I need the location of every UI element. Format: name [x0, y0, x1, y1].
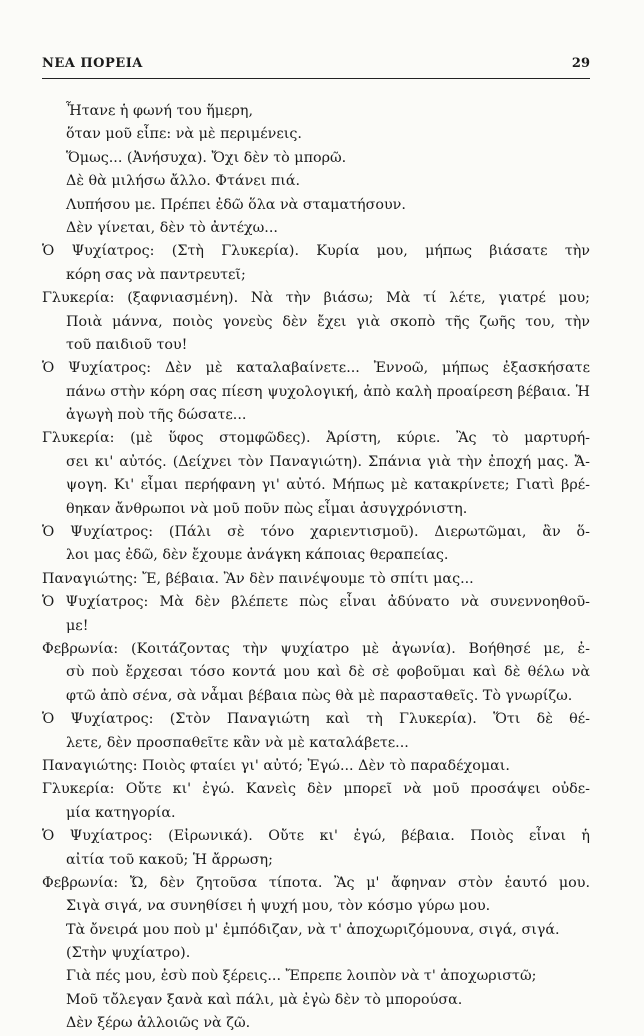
text-line: Μοῦ τὄλεγαν ξανὰ καὶ πάλι, μὰ ἐγὼ δὲν τὸ μπορούσα.	[66, 991, 463, 1008]
text-line: μία κατηγορία.	[66, 804, 176, 821]
speaker-line: Γλυκερία: Οὔτε κι' ἐγώ. Κανεὶς δὲν μπορεῖ νὰ μοῦ προσάψει οὐδε-	[42, 781, 590, 798]
speaker-line: Ὁ Ψυχίατρος: Δὲν μὲ καταλαβαίνετε... Ἐννοῶ, μήπως ἐξασκήσατε	[42, 360, 590, 377]
speaker-line: Ὁ Ψυχίατρος: (Στὴ Γλυκερία). Κυρία μου, μήπως βιάσατε τὴν	[42, 243, 590, 260]
text-line: ψογη. Κι' εἶμαι περήφανη γι' αὐτό. Μήπως μὲ κατακρίνετε; Γιατὶ βρέ-	[66, 477, 590, 494]
text-line: λετε, δὲν προσπαθεῖτε κἂν νὰ μὲ καταλάβετε...	[66, 734, 409, 751]
speaker-line: Φεβρωνία: Ὤ, δὲν ζητοῦσα τίποτα. Ἂς μ' ἄφηναν στὸν ἑαυτό μου.	[42, 874, 590, 891]
text-line: κόρη σας νὰ παντρευτεῖ;	[66, 266, 246, 283]
text-line: σὺ ποὺ ἔρχεσαι τόσο κοντά μου καὶ δὲ σὲ φοβοῦμαι καὶ δὲ θέλω νὰ	[66, 664, 590, 681]
page-number: 29	[571, 56, 590, 71]
text-line: ἀγωγὴ ποὺ τῆς δώσατε...	[66, 407, 247, 424]
speaker-line: Ὁ Ψυχίατρος: (Στὸν Παναγιώτη καὶ τὴ Γλυκερία). Ὅτι δὲ θέ-	[42, 711, 590, 728]
text-line: Δὲν ξέρω ἀλλοιῶς νὰ ζῶ.	[66, 1015, 251, 1032]
text-line: θηκαν ἄνθρωποι νὰ μοῦ ποῦν πὼς εἶμαι ἀσυγχρόνιστη.	[66, 500, 468, 517]
text-line: ὅταν μοῦ εἶπε: νὰ μὲ περιμένεις.	[66, 126, 302, 143]
speaker-line: Παναγιώτης: Ποιὸς φταίει γι' αὐτό; Ἐγώ... Δὲν τὸ παραδέχομαι.	[42, 757, 510, 774]
speaker-line: Παναγιώτης: Ἔ, βέβαια. Ἂν δὲν παινέψουμε τὸ σπίτι μας...	[42, 570, 474, 587]
speaker-line: Φεβρωνία: (Κοιτάζοντας τὴν ψυχίατρο μὲ ἀγωνία). Βοήθησέ με, ἐ-	[42, 640, 590, 657]
text-line: Δὲν γίνεται, δὲν τὸ ἀντέχω...	[66, 219, 278, 236]
text-line: με!	[66, 617, 89, 634]
page-body	[42, 100, 590, 1036]
text-line: Ἦτανε ἡ φωνή του ἥμερη,	[66, 103, 254, 119]
text-line: Ὅμως... (Ἀνήσυχα). Ὄχι δὲν τὸ μπορῶ.	[66, 149, 347, 166]
text-line: λοι μας ἐδῶ, δὲν ἔχουμε ἀνάγκη κάποιας θεραπείας.	[66, 547, 449, 564]
text-line: σει κι' αὐτός. (Δείχνει τὸν Παναγιώτη). Σπάνια γιὰ τὴν ἐποχή μας. Ἄ-	[66, 453, 590, 470]
text-line: Τὰ ὄνειρά μου ποὺ μ' ἐμπόδιζαν, νὰ τ' ἀποχωριζόμουνα, σιγά, σιγά.	[66, 921, 560, 938]
text-line: Γιὰ πές μου, ἐσὺ ποὺ ξέρεις... Ἔπρεπε λοιπὸν νὰ τ' ἀποχωριστῶ;	[66, 968, 537, 985]
text-line: αἰτία τοῦ κακοῦ; Ἡ ἄρρωση;	[66, 851, 273, 868]
text-line: Δὲ θὰ μιλήσω ἄλλο. Φτάνει πιά.	[66, 173, 301, 190]
speaker-line: Γλυκερία: (μὲ ὕφος στομφῶδες). Ἀρίστη, κύριε. Ἂς τὸ μαρτυρή-	[42, 430, 590, 447]
text-line: Σιγὰ σιγά, να συνηθίσει ἡ ψυχή μου, τὸν κόσμο γύρω μου.	[66, 898, 491, 915]
text-line: πάνω στὴν κόρη σας πίεση ψυχολογική, ἀπὸ καλὴ προαίρεση βέβαια. Ἡ	[66, 383, 590, 400]
text-line: Λυπήσου με. Πρέπει ἐδῶ ὅλα νὰ σταματήσουν.	[66, 196, 406, 213]
speaker-line: Ὁ Ψυχίατρος: Μὰ δὲν βλέπετε πὼς εἶναι ἀδύνατο νὰ συνεννοηθοῦ-	[42, 594, 590, 611]
text-line: τοῦ παιδιοῦ του!	[66, 336, 188, 353]
speaker-line: Γλυκερία: (ξαφνιασμένη). Νὰ τὴν βιάσω; Μὰ τί λέτε, γιατρέ μου;	[42, 290, 590, 307]
running-head: ΝΕΑ ΠΟΡΕΙΑ	[42, 56, 143, 71]
speaker-line: Ὁ Ψυχίατρος: (Εἰρωνικά). Οὔτε κι' ἐγώ, βέβαια. Ποιὸς εἶναι ἡ	[42, 828, 590, 845]
speaker-line: Ὁ Ψυχίατρος: (Πάλι σὲ τόνο χαριεντισμοῦ). Διερωτῶμαι, ἂν ὅ-	[42, 524, 590, 541]
header-rule	[42, 78, 590, 79]
text-line: φτῶ ἀπὸ σένα, σὰ νἆμαι βέβαια πὼς θὰ μὲ παρασταθεῖς. Τὸ γνωρίζω.	[66, 687, 573, 704]
text-line: (Στὴν ψυχίατρο).	[66, 945, 191, 962]
text-line: Ποιὰ μάννα, ποιὸς γονεὺς δὲν ἔχει γιὰ σκοπὸ τῆς ζωῆς του, τὴν	[66, 313, 590, 330]
page-header	[42, 56, 590, 78]
